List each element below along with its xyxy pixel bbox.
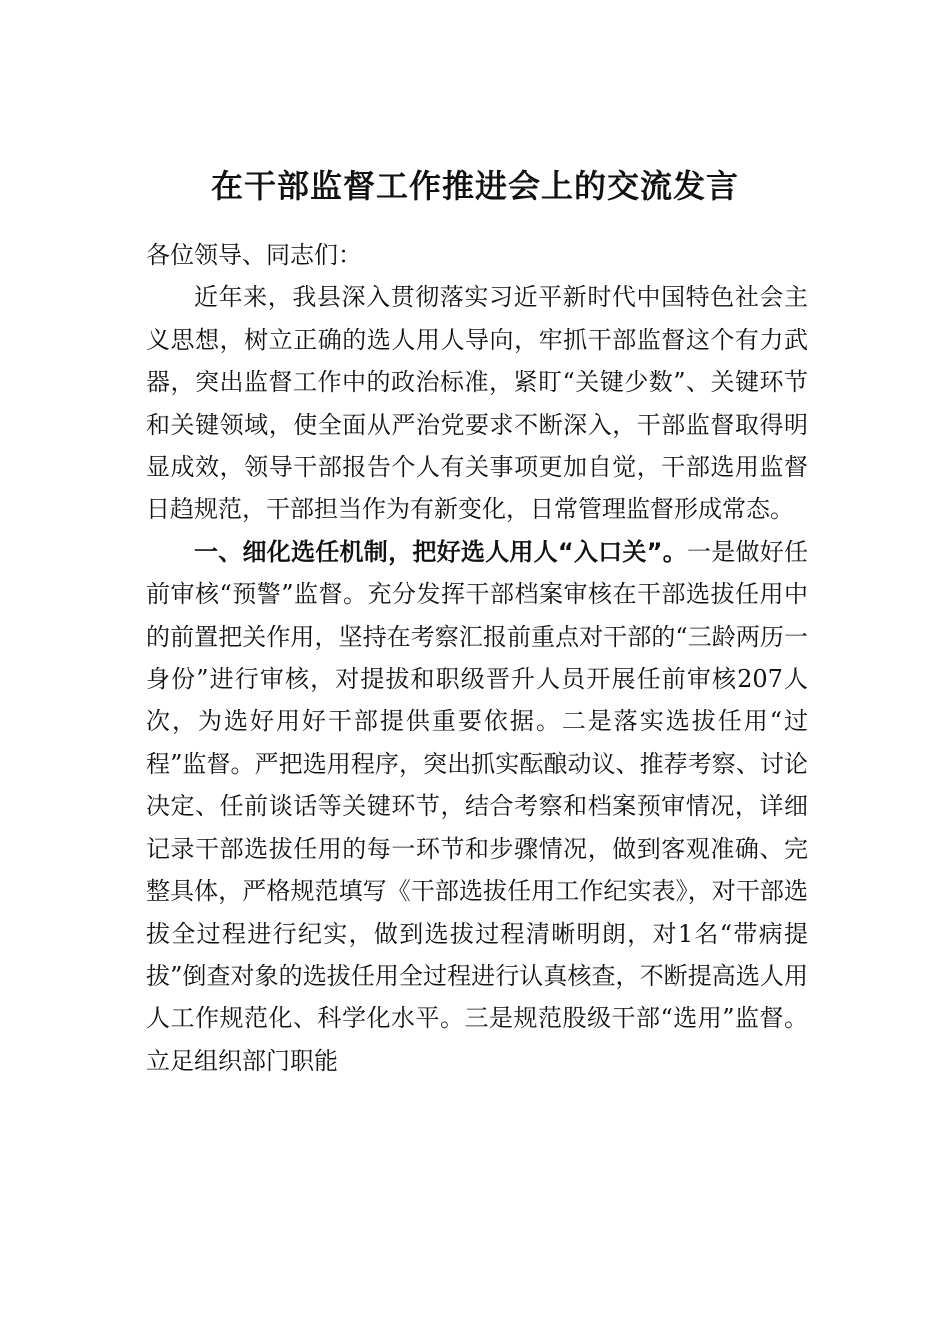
document-body	[146, 230, 808, 1082]
section-1-heading: 一、细化选任机制，把好选人用人“入口关”。	[194, 537, 687, 566]
section-1-body: 一是做好任前审核“预警”监督。充分发挥干部档案审核在干部选拔任用中的前置把关作用，坚持在考察汇报前重点对干部的“三龄两历一身份”进行审核，对提拔和职级晋升人员开展任前审核207人次，为选好用好干部提供重要依据。二是落实选拔任用“过程”监督。严把选用程序，突出抓实酝酿动议、推荐考察、讨论决定、任前谈话等关键环节，结合考察和档案预审情况，详细记录干部选拔任用的每一环节和步骤情况，做到客观准确、完整具体，严格规范填写《干部选拔任用工作纪实表》，对干部选拔全过程进行纪实，做到选拔过程清晰明朗，对1名“带病提拔”倒查对象的选拔任用全过程进行认真核查，不断提高选人用人工作规范化、科学化水平。三是规范股级干部“选用”监督。立足组织部门职能	[146, 537, 809, 1075]
salutation: 各位领导、同志们：	[146, 241, 362, 269]
document-title: 在干部监督工作推进会上的交流发言	[210, 167, 739, 205]
section-1-paragraph	[146, 531, 808, 1082]
intro-paragraph: 近年来，我县深入贯彻落实习近平新时代中国特色社会主义思想，树立正确的选人用人导向，牢抓干部监督这个有力武器，突出监督工作中的政治标准，紧盯“关键少数”、关键环节和关键领域，使全面从严治党要求不断深入，干部监督取得明显成效，领导干部报告个人有关事项更加自觉，干部选用监督日趋规范，干部担当作为有新变化，日常管理监督形成常态。	[146, 283, 808, 524]
